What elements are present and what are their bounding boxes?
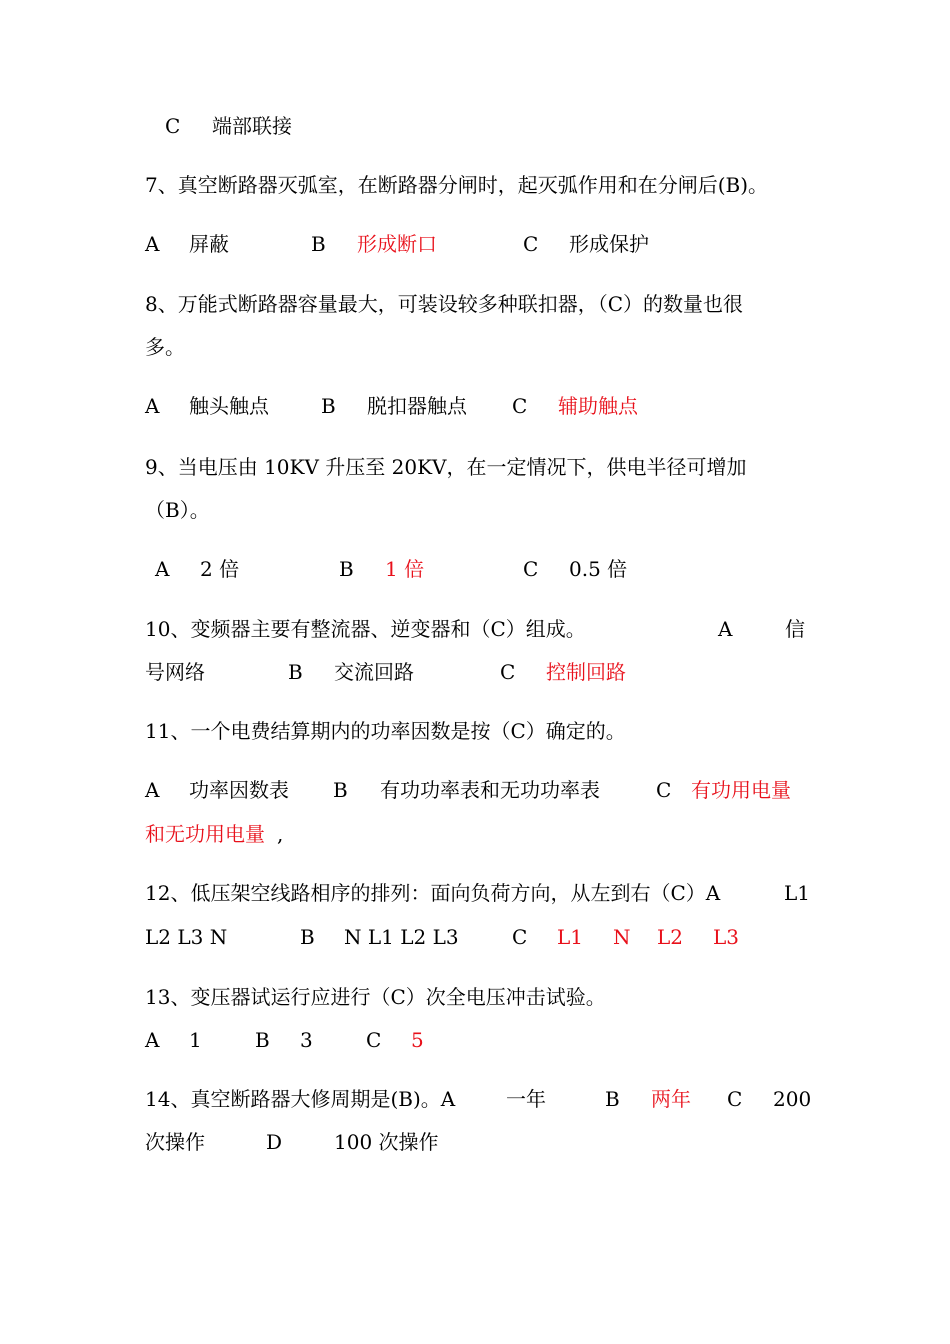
text-segment: A	[145, 778, 160, 802]
text-segment: 14、真空断路器大修周期是(B)。A	[145, 1087, 456, 1111]
text-segment: C	[523, 232, 539, 256]
text-segment: B	[321, 394, 336, 418]
text-segment: B	[288, 660, 303, 684]
text-segment: （B）。	[145, 498, 210, 522]
text-segment: 200	[773, 1087, 812, 1111]
text-segment: 形成保护	[569, 232, 649, 256]
text-segment: 号网络	[145, 660, 205, 684]
text-segment: C	[656, 778, 672, 802]
text-segment: 1	[189, 1028, 202, 1052]
text-segment: 12、低压架空线路相序的排列：面向负荷方向，从左到右（C）A	[145, 881, 721, 905]
text-segment: D	[266, 1130, 283, 1154]
text-segment: B	[339, 557, 354, 581]
text-segment: 100 次操作	[334, 1130, 439, 1154]
text-segment: C	[512, 925, 528, 949]
text-segment: 一年	[506, 1087, 546, 1111]
answer-highlight: 辅助触点	[558, 394, 638, 418]
text-segment: N L1 L2 L3	[344, 925, 459, 949]
text-segment: L1	[784, 881, 811, 905]
text-segment: 9、当电压由 10KV 升压至 20KV，在一定情况下，供电半径可增加	[145, 455, 747, 479]
text-segment: L2 L3 N	[145, 925, 228, 949]
text-segment: 13、变压器试运行应进行（C）次全电压冲击试验。	[145, 985, 606, 1009]
text-segment: 功率因数表	[189, 778, 289, 802]
text-segment: 3	[300, 1028, 313, 1052]
text-segment: 8、万能式断路器容量最大，可装设较多种联扣器，（C）的数量也很	[145, 292, 744, 316]
answer-highlight: 和无功用电量	[145, 822, 265, 846]
text-segment: ,	[277, 822, 284, 846]
text-segment: 0.5 倍	[569, 557, 628, 581]
text-segment: B	[300, 925, 315, 949]
text-segment: 7、真空断路器灭弧室，在断路器分闸时，起灭弧作用和在分闸后(B)。	[145, 173, 769, 197]
text-segment: 触头触点	[189, 394, 269, 418]
text-segment: C	[512, 394, 528, 418]
text-segment: 交流回路	[334, 660, 414, 684]
text-segment: 多。	[145, 335, 185, 359]
text-segment: 10、变频器主要有整流器、逆变器和（C）组成。	[145, 617, 586, 641]
text-segment: B	[605, 1087, 620, 1111]
text-segment: C	[165, 114, 181, 138]
answer-highlight: 1 倍	[385, 557, 425, 581]
answer-highlight: 5	[411, 1028, 424, 1052]
text-segment: A	[145, 1028, 160, 1052]
text-segment: 有功功率表和无功功率表	[380, 778, 600, 802]
text-segment: 端部联接	[212, 114, 292, 138]
answer-highlight: 控制回路	[546, 660, 626, 684]
text-segment: B	[333, 778, 348, 802]
text-segment: A	[145, 394, 160, 418]
answer-highlight: L2	[657, 925, 684, 949]
text-segment: 屏蔽	[189, 232, 229, 256]
text-segment: C	[727, 1087, 743, 1111]
text-segment: B	[255, 1028, 270, 1052]
answer-highlight: N	[613, 925, 631, 949]
text-segment: 脱扣器触点	[367, 394, 467, 418]
text-segment: A	[718, 617, 733, 641]
answer-highlight: 有功用电量	[691, 778, 791, 802]
text-segment: B	[311, 232, 326, 256]
text-segment: A	[155, 557, 170, 581]
text-segment: 次操作	[145, 1130, 205, 1154]
text-segment: C	[523, 557, 539, 581]
text-segment: C	[366, 1028, 382, 1052]
text-segment: 信	[785, 617, 805, 641]
answer-highlight: L1	[557, 925, 584, 949]
answer-highlight: 两年	[651, 1087, 691, 1111]
text-segment: A	[145, 232, 160, 256]
text-segment: 11、一个电费结算期内的功率因数是按（C）确定的。	[145, 719, 626, 743]
text-segment: C	[500, 660, 516, 684]
text-segment: 2 倍	[200, 557, 240, 581]
answer-highlight: 形成断口	[357, 232, 437, 256]
answer-highlight: L3	[713, 925, 740, 949]
